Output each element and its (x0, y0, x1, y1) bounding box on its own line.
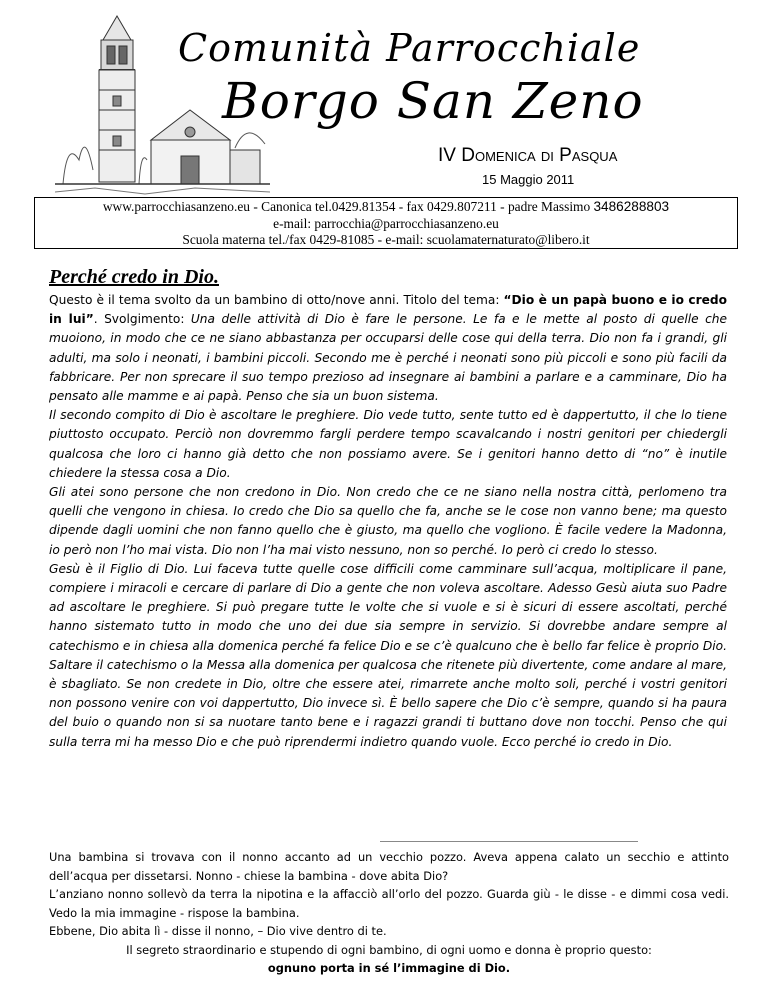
article-body (49, 291, 727, 752)
parish-community-title: Comunità Parrocchiale (178, 26, 641, 70)
story-paragraph-1: Una bambina si trovava con il nonno accanto ad un vecchio pozzo. Aveva appena calato un secchio e attinto dell’acqua per dissetarsi. Nonno - chiese la bambina - dove abita Dio? (49, 850, 729, 883)
mobile-number: 3486288803 (593, 199, 670, 214)
contact-line-2: e-mail: parrocchia@parrocchiasanzeno.eu (273, 215, 499, 231)
contact-line-1 (35, 199, 737, 216)
story-paragraph-3: Ebbene, Dio abita lì - disse il nonno, – Dio vive dentro di te. (49, 924, 387, 938)
article-paragraph-1: Una delle attività di Dio è fare le persone. Le fa e le mette al posto di quelle che muoiono, in modo che ce ne siano abbastanza per occuparsi delle cose qui della terra. Dio non fa i grandi, gli adulti, ma solo i neonati, i bambini piccoli. Secondo me è perché i neonati sono più piccoli e sono più facili da fabbricare. Per non sprecare il suo tempo prezioso ad insegnare ai bambini a parlare e a camminare, Dio ha pensato alle mamme e ai papà. Penso che sia un buon sistema. (49, 312, 727, 404)
story-block (49, 848, 729, 978)
article-intro-end: . Svolgimento: (93, 312, 191, 327)
contact-box (34, 197, 738, 249)
story-closing: ognuno porta in sé l’immagine di Dio. (267, 961, 511, 975)
parish-name-title: Borgo San Zeno (222, 72, 644, 130)
article-paragraph-4: Gesù è il Figlio di Dio. Lui faceva tutte quelle cose difficili come camminare sull’acqua, moltiplicare il pane, compiere i miracoli e cercare di parlare di Dio a gente che non voleva ascoltare. Adesso Gesù aiuta suo Padre ad ascoltare le preghiere. Si può pregare tutte le volte che si vuole e si è sicuri di essere ascoltati, perché hanno sistemato tutto in modo che uno dei due sia sempre in servizio. Si dovrebbe andare sempre al catechismo e in chiesa alla domenica perché fa felice Dio e se c’è qualcuno che è bello far felice è proprio Dio. Saltare il catechismo o la Messa alla domenica per qualcosa che ritenete più divertente, come andare al mare, è sbagliato. Se non credete in Dio, oltre che essere atei, rimarrete anche molto soli, perché i vostri genitori non possono venire con voi dappertutto, Dio invece sì. È bello sapere che Dio c’è sempre, quando si ha paura del buio o quando non si sa nuotare tanto bene e i ragazzi grandi ti buttano dove non tocchi. Penso che qui sulla terra mi ha messo Dio e che può riprendermi indietro quando vuole. Ecco perché io credo in Dio. (49, 561, 727, 749)
contact-line-3: Scuola materna tel./fax 0429-81085 - e-mail: scuolamaternaturato@libero.it (182, 232, 590, 247)
story-paragraph-4: Il segreto straordinario e stupendo di ogni bambino, di ogni uomo e donna è proprio questo: (126, 942, 652, 957)
article-title: Perché credo in Dio. (49, 266, 219, 288)
article-paragraph (49, 291, 727, 406)
liturgical-sunday: IV Domenica di Pasqua (438, 145, 618, 166)
article-paragraph-3: Gli atei sono persone che non credono in Dio. Non credo che ce ne siano nella nostra città, perlomeno tra quelli che vengono in chiesa. Io credo che Dio sa quello che fa, anche se le cose non vanno bene; ma questo dipende dagli uomini che non fanno quello che è giusto, ma quello che vogliono. È facile vedere la Madonna, io però non l’ho mai vista. Dio non l’ha mai visto nessuno, non so perché. Io però ci credo lo stesso. (49, 485, 727, 557)
section-divider (380, 841, 638, 842)
article-paragraph-2: Il secondo compito di Dio è ascoltare le preghiere. Dio vede tutto, sente tutto ed è dappertutto, il che lo tiene piuttosto occupato. Perciò non dovremmo fargli perdere tempo scavalcando i nostri genitori per chiedergli qualcosa che loro ci hanno già detto che non possiamo avere. Se i genitori hanno detto di “no” è inutile chiedere la stessa cosa a Dio. (49, 408, 727, 480)
article-intro: Questo è il tema svolto da un bambino di otto/nove anni. Titolo del tema: (49, 293, 504, 307)
story-paragraph-2: L’anziano nonno sollevò da terra la nipotina e la affacciò all’orlo del pozzo. Guarda giù - le disse - e dimmi cosa vedi. Vedo la mia immagine - rispose la bambina. (49, 887, 729, 920)
bulletin-date: 15 Maggio 2011 (482, 172, 575, 187)
article-theme: “Dio è un papà buono e io credo in lui” (49, 293, 728, 327)
contact-line-1-text: www.parrocchiasanzeno.eu - Canonica tel.0429.81354 - fax 0429.807211 - padre Massimo (102, 199, 594, 214)
